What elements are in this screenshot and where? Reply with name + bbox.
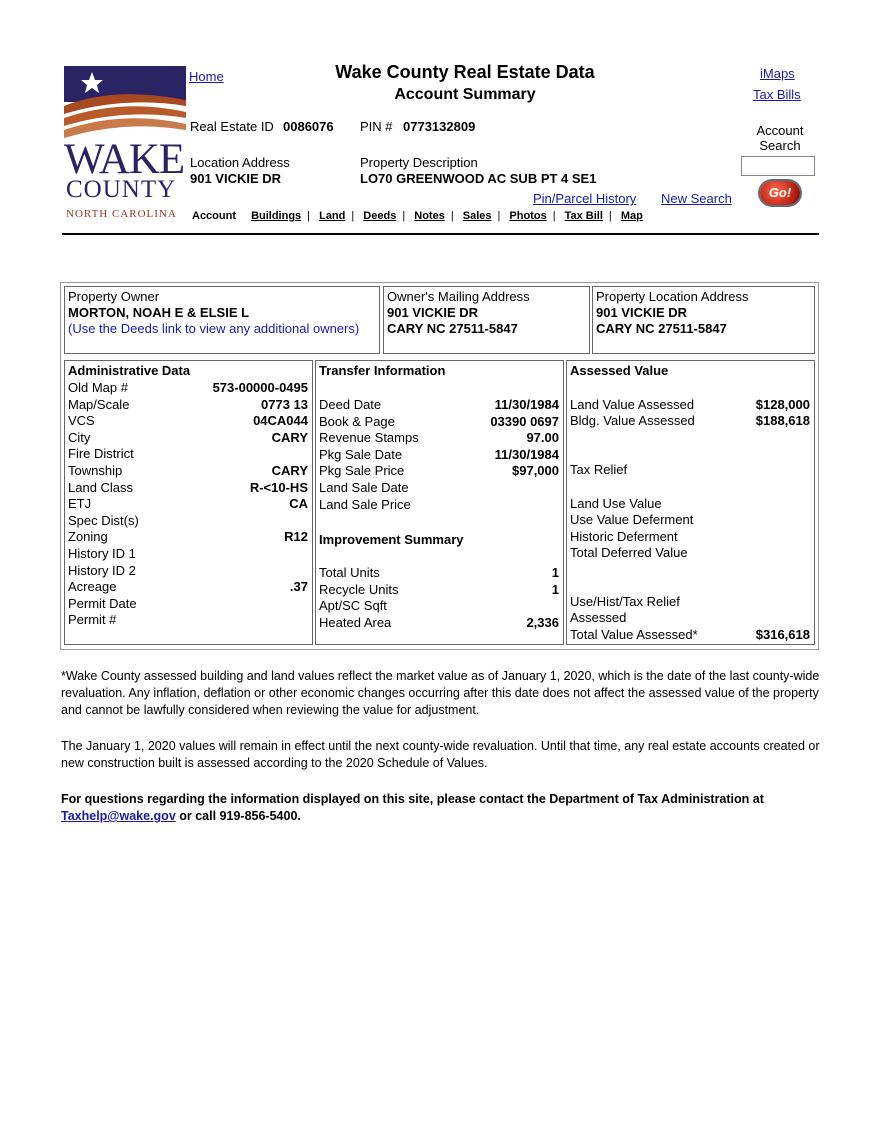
land-value-row: Land Value Assessed $128,000	[570, 397, 810, 412]
transfer-row	[319, 497, 559, 513]
improvement-label: Apt/SC Sqft	[319, 598, 387, 614]
location-address-label: Location Address	[190, 155, 290, 170]
admin-label: Township	[68, 463, 123, 478]
transfer-row	[319, 447, 559, 463]
total-deferred-value-row: Total Deferred Value	[570, 545, 688, 560]
transfer-row	[319, 463, 559, 479]
mailing-address-cell	[383, 286, 590, 354]
transfer-value: 11/30/1984	[494, 446, 559, 462]
admin-row	[68, 529, 308, 545]
historic-deferment-row: Historic Deferment	[570, 529, 678, 544]
admin-label: Map/Scale	[68, 396, 130, 412]
admin-value: R-<10-HS	[249, 479, 308, 495]
transfer-value: $97,000	[512, 463, 559, 479]
improvement-label: Recycle Units	[319, 581, 399, 597]
pin-label: PIN #	[360, 119, 393, 134]
transfer-heading: Transfer Information	[319, 363, 446, 378]
transfer-label: Land Sale Date	[319, 480, 409, 495]
improvement-heading: Improvement Summary	[319, 532, 464, 547]
admin-value: CARY	[271, 463, 308, 478]
admin-row	[68, 480, 308, 496]
admin-value: .37	[289, 579, 308, 595]
transfer-label: Revenue Stamps	[319, 430, 419, 446]
nav-bar: Account Buildings | Land | Deeds | Notes | Sales | Photos | Tax Bill | Map	[192, 210, 643, 222]
account-search-input[interactable]	[741, 156, 815, 176]
use-hist-row-1: Use/Hist/Tax Relief	[570, 594, 680, 609]
account-summary-table	[60, 282, 819, 650]
transfer-value: 03390 0697	[490, 413, 559, 429]
location-address-value: 901 VICKIE DR	[190, 171, 282, 186]
admin-value: CA	[289, 496, 308, 512]
nav-notes[interactable]: Notes	[414, 210, 445, 222]
improvement-row	[319, 598, 559, 614]
admin-label: City	[68, 429, 91, 445]
improvement-value: 2,336	[526, 614, 559, 630]
transfer-information-cell	[315, 360, 564, 645]
administrative-heading: Administrative Data	[68, 363, 191, 378]
pin-value: 0773132809	[403, 119, 476, 134]
admin-label: VCS	[68, 413, 95, 429]
admin-label: ETJ	[68, 496, 92, 512]
admin-label: Permit Date	[68, 595, 137, 611]
logo-state-text: NORTH CAROLINA	[66, 208, 177, 220]
improvement-label: Total Units	[319, 565, 380, 580]
admin-row	[68, 579, 308, 595]
go-button[interactable]: Go!	[760, 181, 800, 205]
use-hist-row-2: Assessed	[570, 610, 627, 625]
admin-label: Land Class	[68, 479, 134, 495]
transfer-value: 11/30/1984	[494, 397, 559, 412]
admin-row	[68, 446, 308, 462]
bldg-value-row: Bldg. Value Assessed $188,618	[570, 413, 810, 428]
property-owner-name: MORTON, NOAH E & ELSIE L	[68, 305, 250, 320]
improvement-row	[319, 582, 559, 598]
transfer-label: Book & Page	[319, 413, 395, 429]
page-title: Wake County Real Estate Data	[335, 62, 595, 82]
mailing-address-line2: CARY NC 27511-5847	[387, 321, 518, 336]
logo-county-text: COUNTY	[66, 176, 177, 203]
nav-account[interactable]: Account	[192, 210, 236, 222]
transfer-value: 97.00	[526, 430, 559, 446]
transfer-label: Pkg Sale Price	[319, 463, 405, 479]
property-description-value: LO70 GREENWOOD AC SUB PT 4 SE1	[360, 171, 597, 186]
improvement-value: 1	[551, 581, 559, 597]
admin-row	[68, 380, 308, 396]
admin-label: Permit #	[68, 612, 117, 628]
transfer-row	[319, 397, 559, 413]
mailing-address-line1: 901 VICKIE DR	[387, 305, 479, 320]
use-value-deferment-row: Use Value Deferment	[570, 512, 694, 527]
location-line1: 901 VICKIE DR	[596, 305, 688, 320]
total-value-row: Total Value Assessed* $316,618	[570, 627, 810, 642]
admin-value: CARY	[271, 429, 308, 445]
nav-buildings[interactable]: Buildings	[251, 210, 302, 222]
tax-relief-row: Tax Relief	[570, 462, 628, 477]
transfer-label: Land Sale Price	[319, 496, 411, 512]
wake-county-logo	[64, 66, 188, 224]
admin-row	[68, 596, 308, 612]
mailing-address-label: Owner's Mailing Address	[387, 289, 530, 304]
admin-label: History ID 1	[68, 546, 136, 561]
contact-note: For questions regarding the information displayed on this site, please contact the Department of Tax Administration at Taxhelp@wake.gov or call 919-856-5400.	[61, 792, 764, 823]
nav-sales[interactable]: Sales	[462, 210, 492, 222]
improvement-row	[319, 565, 559, 581]
admin-row	[68, 496, 308, 512]
taxhelp-email-link[interactable]: Taxhelp@wake.gov	[61, 809, 176, 823]
nav-tax-bill[interactable]: Tax Bill	[564, 210, 603, 222]
admin-label: Spec Dist(s)	[68, 512, 139, 528]
improvement-row	[319, 615, 559, 631]
admin-label: Old Map #	[68, 380, 128, 395]
header-divider	[62, 233, 819, 235]
land-use-value-row: Land Use Value	[570, 496, 662, 511]
admin-row	[68, 463, 308, 479]
admin-row	[68, 413, 308, 429]
improvement-label: Heated Area	[319, 614, 392, 630]
transfer-row	[319, 414, 559, 430]
admin-label: Acreage	[68, 579, 117, 595]
new-search-link[interactable]: New Search	[661, 191, 732, 206]
transfer-row	[319, 430, 559, 446]
pin-parcel-history-link[interactable]: Pin/Parcel History	[533, 191, 637, 206]
admin-row	[68, 612, 308, 628]
tax-bills-link[interactable]: Tax Bills	[753, 87, 801, 102]
admin-value: 573-00000-0495	[212, 380, 308, 395]
assessed-heading: Assessed Value	[570, 363, 669, 378]
admin-label: Zoning	[68, 529, 108, 545]
property-owner-cell	[64, 286, 380, 354]
admin-value: 04CA044	[253, 413, 308, 429]
nav-map[interactable]: Map	[620, 210, 643, 222]
imaps-link[interactable]: iMaps	[760, 66, 795, 81]
assessed-value-cell	[566, 360, 815, 645]
admin-row	[68, 513, 308, 529]
nav-land[interactable]: Land	[319, 210, 346, 222]
deeds-note: (Use the Deeds link to view any additional owners)	[68, 321, 360, 336]
real-estate-id-value: 0086076	[283, 119, 334, 134]
property-owner-label: Property Owner	[68, 289, 160, 304]
valuation-note: *Wake County assessed building and land values reflect the market value as of January 1, 2020, which is the date of the last county-wide revaluation. Any inflation, deflation or other economic changes occurring after this date does not affect the assessed value of the property and cannot be lawfully considered when reviewing the value for adjustment.	[61, 669, 820, 717]
location-address-cell	[592, 286, 815, 354]
admin-row	[68, 546, 308, 562]
revaluation-note: The January 1, 2020 values will remain in effect until the next county-wide revaluation. Until that time, any real estate accounts created or new construction built is assessed according to the 2020 Schedule of Values.	[61, 739, 820, 770]
admin-label: Fire District	[68, 446, 134, 462]
nav-deeds[interactable]: Deeds	[363, 210, 397, 222]
admin-value: 0773 13	[261, 396, 308, 412]
real-estate-id-label: Real Estate ID	[190, 119, 274, 134]
admin-row	[68, 430, 308, 446]
location-line2: CARY NC 27511-5847	[596, 321, 727, 336]
logo-wake-text: WAKE	[64, 136, 185, 183]
flag-logo-icon	[64, 66, 188, 138]
transfer-label: Pkg Sale Date	[319, 446, 403, 462]
nav-photos[interactable]: Photos	[509, 210, 547, 222]
property-description-label: Property Description	[360, 155, 478, 170]
admin-label: History ID 2	[68, 562, 136, 578]
admin-row	[68, 563, 308, 579]
admin-value: R12	[284, 529, 308, 545]
improvement-value: 1	[551, 565, 559, 580]
home-link[interactable]: Home	[189, 69, 224, 84]
transfer-row	[319, 480, 559, 496]
account-search-label: Account Search	[756, 123, 804, 153]
location-address-label-2: Property Location Address	[596, 289, 749, 304]
admin-row	[68, 397, 308, 413]
transfer-label: Deed Date	[319, 397, 382, 412]
administrative-data-cell	[64, 360, 313, 645]
page-subtitle: Account Summary	[394, 86, 536, 103]
